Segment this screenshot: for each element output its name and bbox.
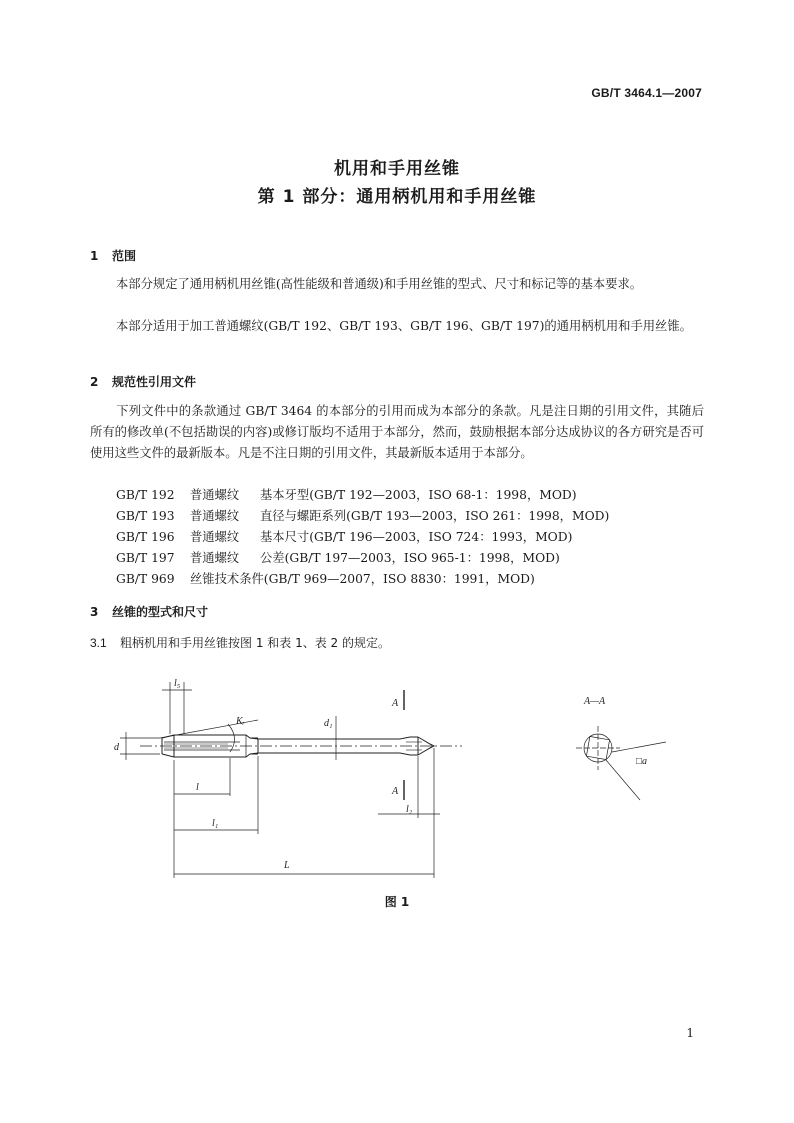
- reference-desc: 直径与螺距系列(GB/T 193—2003，ISO 261：1998，MOD): [260, 509, 610, 523]
- reference-name: 普通螺纹: [190, 488, 240, 502]
- paragraph-text: 本部分规定了通用柄机用丝锥(高性能级和普通级)和手用丝锥的型式、尺寸和标记等的基本要求。: [116, 277, 643, 291]
- reference-name: 普通螺纹: [190, 530, 240, 544]
- reference-name: 普通螺纹: [190, 509, 240, 523]
- reference-item: [116, 506, 609, 527]
- dimension-labels: [114, 678, 647, 871]
- paragraph: [90, 401, 704, 464]
- reference-name: 普通螺纹: [190, 551, 240, 565]
- label-l2: l₂: [406, 804, 413, 815]
- section-3-heading: [90, 603, 208, 620]
- reference-desc: 丝锥技术条件(GB/T 969—2007，ISO 8830：1991，MOD): [190, 572, 535, 586]
- reference-desc: 基本尺寸(GB/T 196—2003，ISO 724：1993，MOD): [260, 530, 573, 544]
- section-number: 3: [90, 605, 99, 619]
- reference-code: GB/T 196: [116, 530, 175, 544]
- label-d: d: [114, 742, 119, 753]
- section-title: 规范性引用文件: [112, 375, 197, 389]
- reference-code: GB/T 193: [116, 509, 175, 523]
- clause-3-1: [90, 634, 390, 651]
- reference-item: [116, 548, 560, 569]
- section-title: 丝锥的型式和尺寸: [112, 605, 209, 619]
- reference-item: [116, 527, 572, 548]
- tap-drawing: [100, 668, 700, 884]
- reference-item: [116, 485, 577, 506]
- label-square: □a: [636, 756, 648, 767]
- label-l1: l₁: [212, 818, 219, 829]
- reference-desc: 基本牙型(GB/T 192—2003，ISO 68-1：1998，MOD): [260, 488, 577, 502]
- page-number: 1: [686, 1026, 694, 1040]
- reference-item: [116, 569, 535, 590]
- section-number: 2: [90, 375, 99, 389]
- section-number: 1: [90, 249, 99, 263]
- section-title: 范围: [112, 249, 137, 263]
- reference-code: GB/T 969: [116, 572, 175, 586]
- paragraph: [90, 274, 704, 295]
- clause-text: 粗柄机用和手用丝锥按图 1 和表 1、表 2 的规定。: [120, 636, 390, 650]
- label-l5: l₅: [174, 678, 181, 689]
- document-title: 机用和手用丝锥: [334, 159, 460, 179]
- tap-outline: [140, 735, 462, 757]
- reference-desc: 公差(GB/T 197—2003，ISO 965-1：1998，MOD): [260, 551, 560, 565]
- label-section: A—A: [584, 696, 606, 707]
- label-kr: Kᵣ: [236, 716, 246, 727]
- reference-code: GB/T 197: [116, 551, 175, 565]
- figure-caption: 图 1: [384, 895, 410, 909]
- label-L: L: [284, 860, 290, 871]
- label-A-bottom: A: [392, 786, 399, 797]
- section-2-heading: [90, 373, 196, 390]
- paragraph-text: 本部分适用于加工普通螺纹(GB/T 192、GB/T 193、GB/T 196、GB/T 197)的通用柄机用和手用丝锥。: [116, 319, 692, 333]
- standard-number: GB/T 3464.1—2007: [591, 86, 702, 100]
- section-1-heading: [90, 247, 136, 264]
- reference-code: GB/T 192: [116, 488, 175, 502]
- label-l: l: [196, 782, 199, 793]
- paragraph: [90, 316, 704, 337]
- paragraph-text: 下列文件中的条款通过 GB/T 3464 的本部分的引用而成为本部分的条款。凡是注日期的引用文件，其随后所有的修改单(不包括勘误的内容)或修订版均不适用于本部分，然而，鼓励根据本部分达成协议的各方研究是否可使用这些文件的最新版本。凡是不注日期的引用文件，其最新版本适用于本部分。: [90, 404, 704, 460]
- label-A-top: A: [392, 698, 399, 709]
- label-d1: d₁: [324, 718, 333, 729]
- clause-number: 3.1: [90, 636, 107, 650]
- document-subtitle: 第 1 部分：通用柄机用和手用丝锥: [257, 187, 537, 207]
- dimension-lines: [120, 682, 666, 878]
